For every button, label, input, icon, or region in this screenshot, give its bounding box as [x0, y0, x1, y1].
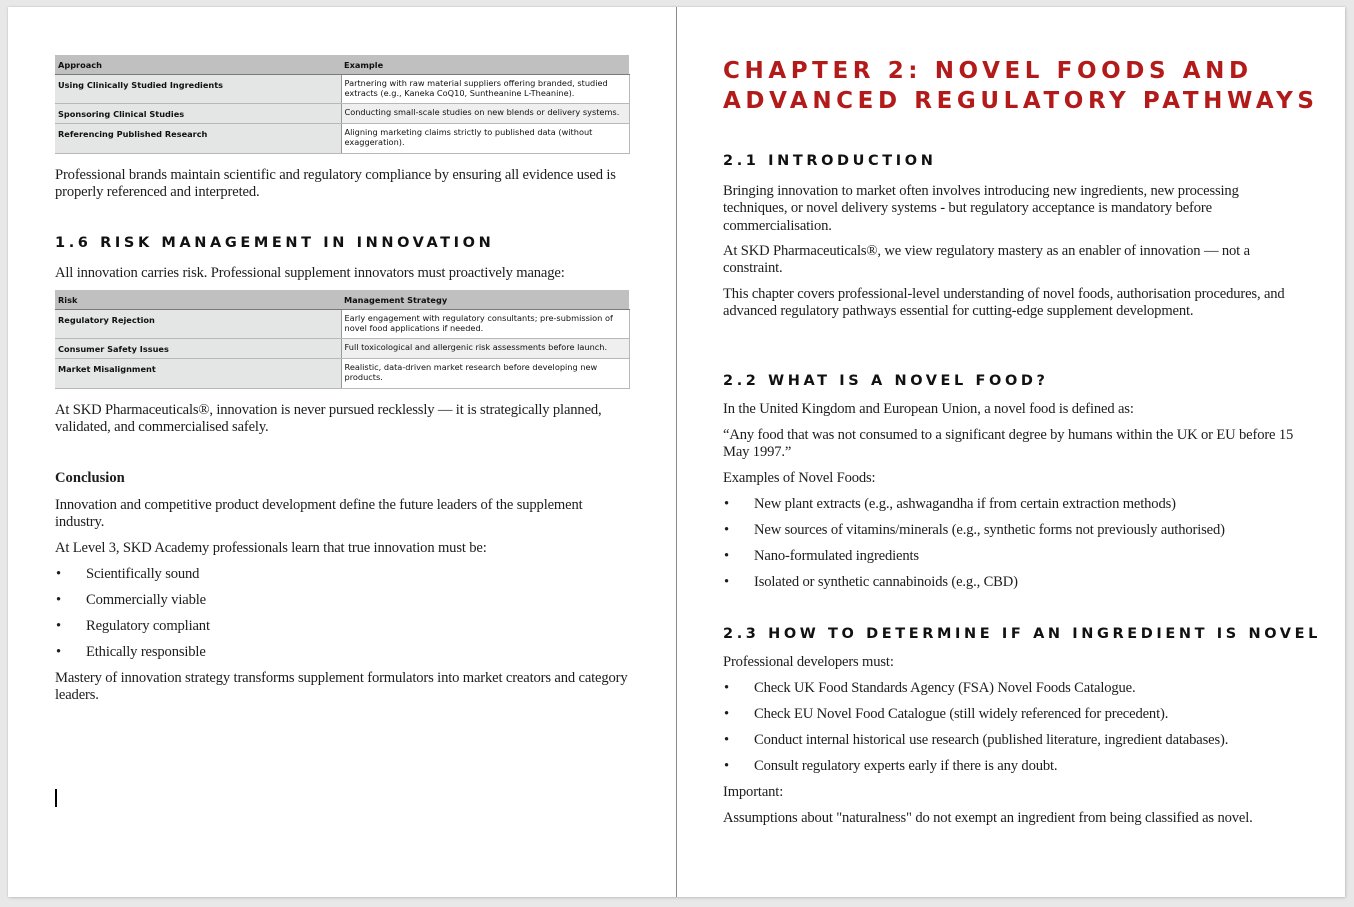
table-cell: Consumer Safety Issues — [55, 339, 341, 359]
table-header-cell: Example — [341, 55, 629, 75]
bullet-icon: • — [56, 566, 61, 582]
list-item — [723, 496, 1298, 522]
list-item — [723, 574, 1298, 600]
conclusion-heading: Conclusion — [55, 470, 125, 486]
table-cell: Regulatory Rejection — [55, 310, 341, 339]
table-cell: Using Clinically Studied Ingredients — [55, 75, 341, 104]
developers-intro: Professional developers must: — [723, 654, 894, 670]
novel-food-examples-list — [723, 496, 1298, 600]
list-item-text: Ethically responsible — [86, 644, 206, 660]
bullet-icon: • — [56, 644, 61, 660]
important-label: Important: — [723, 784, 784, 800]
list-item — [723, 680, 1298, 706]
table-row — [55, 104, 629, 124]
table-cell: Referencing Published Research — [55, 124, 341, 154]
list-item-text: New sources of vitamins/minerals (e.g., synthetic forms not previously authorised) — [754, 522, 1225, 538]
list-item-text: Isolated or synthetic cannabinoids (e.g., CBD) — [754, 574, 1018, 590]
risk-intro-paragraph: All innovation carries risk. Professional supplement innovators must proactively manage: — [55, 265, 565, 281]
bullet-icon: • — [56, 592, 61, 608]
bullet-icon: • — [56, 618, 61, 634]
table-cell: Sponsoring Clinical Studies — [55, 104, 341, 124]
table-cell: Full toxicological and allergenic risk assessments before launch. — [341, 339, 629, 359]
novel-food-intro: In the United Kingdom and European Union, a novel food is defined as: — [723, 401, 1134, 417]
bullet-icon: • — [724, 522, 729, 538]
list-item — [55, 618, 629, 644]
table-header-cell: Approach — [55, 55, 341, 75]
page-divider — [676, 7, 677, 897]
table-header-row — [55, 290, 629, 310]
table-header-row — [55, 55, 629, 75]
section-heading-2-3: 2.3 HOW TO DETERMINE IF AN INGREDIENT IS NOVEL — [723, 626, 1321, 642]
bullet-icon: • — [724, 680, 729, 696]
table-row — [55, 124, 629, 154]
bullet-icon: • — [724, 496, 729, 512]
list-item-text: Commercially viable — [86, 592, 206, 608]
table-row — [55, 339, 629, 359]
chapter-title — [723, 56, 1343, 116]
table-cell: Market Misalignment — [55, 359, 341, 389]
list-item — [723, 522, 1298, 548]
list-item-text: Scientifically sound — [86, 566, 200, 582]
table-header-cell: Risk — [55, 290, 341, 310]
table-row — [55, 75, 629, 104]
intro-paragraph-1: Bringing innovation to market often involves introducing new ingredients, new processing techniques, or novel delivery systems - but regulatory acceptance is mandatory before commercialisation. — [723, 183, 1239, 234]
bullet-icon: • — [724, 758, 729, 774]
section-heading-2-2: 2.2 WHAT IS A NOVEL FOOD? — [723, 373, 1049, 389]
table-cell: Aligning marketing claims strictly to published data (without exaggeration). — [341, 124, 629, 154]
list-item — [55, 592, 629, 618]
section-heading-1-6: 1.6 RISK MANAGEMENT IN INNOVATION — [55, 235, 495, 251]
list-item-text: Nano-formulated ingredients — [754, 548, 919, 564]
table-cell: Partnering with raw material suppliers offering branded, studied extracts (e.g., Kaneka CoQ10, Suntheanine L-Theanine). — [341, 75, 629, 104]
risk-table — [55, 290, 630, 389]
table-row — [55, 359, 629, 389]
bullet-icon: • — [724, 548, 729, 564]
table-row — [55, 310, 629, 339]
list-item — [723, 706, 1298, 732]
list-item — [55, 566, 629, 592]
conclusion-paragraph-2: At Level 3, SKD Academy professionals learn that true innovation must be: — [55, 540, 487, 556]
evidence-paragraph: Professional brands maintain scientific and regulatory compliance by ensuring all evidence used is properly referenced and interpreted. — [55, 167, 616, 201]
table-header-cell: Management Strategy — [341, 290, 629, 310]
list-item — [723, 758, 1298, 784]
table-cell: Realistic, data-driven market research before developing new products. — [341, 359, 629, 389]
list-item-text: Regulatory compliant — [86, 618, 210, 634]
chapter-title-line-2: ADVANCED REGULATORY PATHWAYS — [723, 88, 1319, 114]
list-item-text: New plant extracts (e.g., ashwagandha if from certain extraction methods) — [754, 496, 1176, 512]
important-text: Assumptions about "naturalness" do not exempt an ingredient from being classified as novel. — [723, 810, 1253, 826]
table-cell: Early engagement with regulatory consultants; pre-submission of novel food applications if needed. — [341, 310, 629, 339]
list-item — [55, 644, 629, 670]
intro-paragraph-3: This chapter covers professional-level understanding of novel foods, authorisation procedures, and advanced regulatory pathways essential for cutting-edge supplement development. — [723, 286, 1285, 320]
novel-food-definition-quote: “Any food that was not consumed to a significant degree by humans within the UK or EU before 15 May 1997.” — [723, 427, 1294, 461]
determination-steps-list — [723, 680, 1298, 784]
list-item-text: Conduct internal historical use research (published literature, ingredient databases). — [754, 732, 1229, 748]
bullet-icon: • — [724, 732, 729, 748]
list-item — [723, 548, 1298, 574]
section-heading-2-1: 2.1 INTRODUCTION — [723, 153, 937, 169]
list-item — [723, 732, 1298, 758]
table-cell: Conducting small-scale studies on new blends or delivery systems. — [341, 104, 629, 124]
risk-closing-paragraph: At SKD Pharmaceuticals®, innovation is never pursued recklessly — it is strategically planned, validated, and commercialised safely. — [55, 402, 602, 436]
conclusion-bullet-list — [55, 566, 629, 670]
list-item-text: Check UK Food Standards Agency (FSA) Novel Foods Catalogue. — [754, 680, 1136, 696]
examples-label: Examples of Novel Foods: — [723, 470, 876, 486]
document-page-spread — [8, 7, 1345, 897]
list-item-text: Consult regulatory experts early if there is any doubt. — [754, 758, 1058, 774]
bullet-icon: • — [724, 574, 729, 590]
text-cursor — [55, 789, 57, 807]
conclusion-paragraph-1: Innovation and competitive product development define the future leaders of the supplement industry. — [55, 497, 583, 531]
list-item-text: Check EU Novel Food Catalogue (still widely referenced for precedent). — [754, 706, 1169, 722]
chapter-title-line-1: CHAPTER 2: NOVEL FOODS AND — [723, 58, 1253, 84]
intro-paragraph-2: At SKD Pharmaceuticals®, we view regulatory mastery as an enabler of innovation — not a constraint. — [723, 243, 1250, 277]
approach-table — [55, 55, 630, 154]
conclusion-paragraph-3: Mastery of innovation strategy transforms supplement formulators into market creators and category leaders. — [55, 670, 628, 704]
bullet-icon: • — [724, 706, 729, 722]
